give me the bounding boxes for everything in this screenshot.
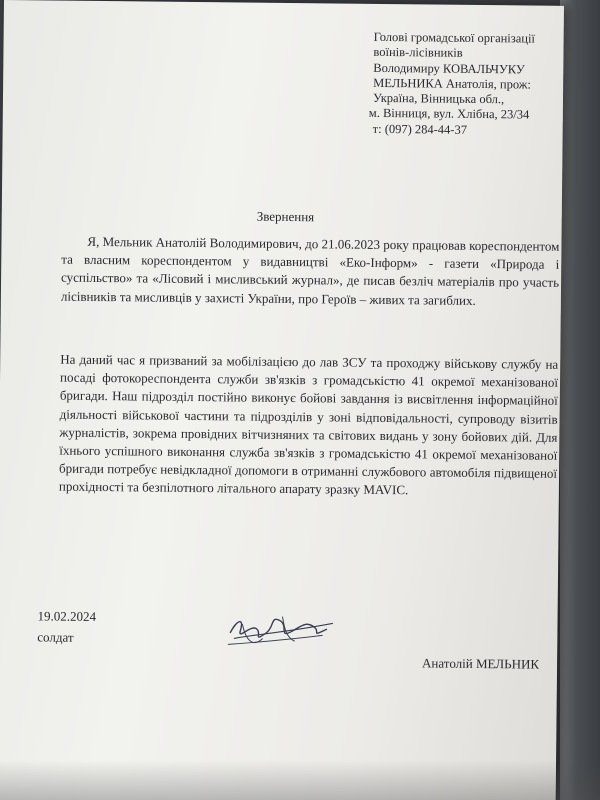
signer-name: Анатолій МЕЛЬНИК — [422, 655, 540, 672]
addressee-line: т: (097) 284-44-37 — [372, 121, 468, 137]
addressee-line: м. Вінниця, вул. Хлібна, 23/34 — [368, 106, 530, 122]
body-paragraph-1: Я, Мельник Анатолій Володимирович, до 21.06.2023 року працював кореспондентом та власним кореспондентом у видавництві «Еко-Інформ» - газети «Природа і суспільство» та «Лісовий і мисливський журнал», де писав безліч матеріалів про участь лісівників та мисливців у захисті України, про Героїв – живих та загиблих. — [60, 233, 560, 308]
document-date: 19.02.2024 — [37, 608, 97, 624]
handwritten-signature — [222, 602, 343, 658]
photo-shadow — [0, 760, 600, 800]
addressee-block — [368, 29, 574, 139]
addressee-line: Україна, Вінницька обл., — [372, 91, 505, 107]
document-title: Звернення — [256, 208, 315, 225]
addressee-line: МЕЛЬНИКА Анатолія, прож: — [373, 75, 532, 92]
addressee-line: Володимиру КОВАЛЬЧУКУ — [373, 60, 525, 77]
military-rank: солдат — [37, 629, 74, 645]
addressee-line: воїнів-лісівників — [373, 45, 463, 61]
addressee-line: Голові громадської організації — [373, 29, 536, 46]
body-paragraph-2: На даний час я призваний за мобілізацією до лав ЗСУ та проходжу військову службу на посаді фотокореспондента служби зв'язків з громадськістю 41 окремої механізованої бригади. Наш підрозділ постійно виконує бойові завдання із висвітлення інформаційної діяльності військової частини та підрозділів у зоні відповідальності, супроводу візитів журналістів, зокрема провідних вітчизняних та світових видань у зону бойових дій. Для їхнього успішного виконання служба зв'язків з громадськістю 41 окремої механізованої бригади потребує невідкладної допомоги в отриманні службового автомобіля підвищеної прохідності та безпілотного літального апарату зразку MAVIC. — [58, 351, 559, 498]
